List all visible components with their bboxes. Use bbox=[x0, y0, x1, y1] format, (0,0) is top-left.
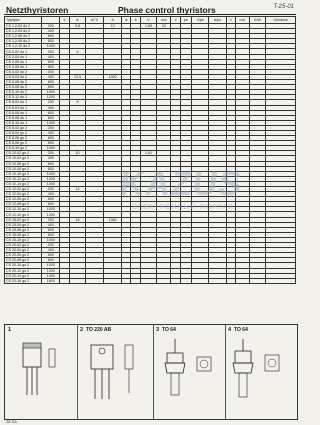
type-name-cell: CS 5-08 do 2 bbox=[5, 85, 42, 90]
value-cell: 400 bbox=[42, 222, 60, 227]
package-outlines bbox=[4, 324, 298, 420]
title-english: Phase control thyristors bbox=[118, 5, 216, 15]
value-cell bbox=[86, 278, 104, 283]
value-cell: 600 bbox=[42, 161, 60, 166]
value-cell: 400 bbox=[42, 248, 60, 253]
column-header: µs bbox=[180, 17, 192, 24]
type-name-cell: CS 10-10 go 2 bbox=[5, 171, 42, 176]
type-name-cell: CS 2-08 do 1 bbox=[5, 64, 42, 69]
type-name-cell: CS 12-06 go 2 bbox=[5, 197, 42, 202]
type-name-cell: CS 8-04 go 2 bbox=[5, 130, 42, 135]
value-cell: 600 bbox=[42, 253, 60, 258]
type-name-cell: CS 8-06 go 2 bbox=[5, 136, 42, 141]
type-name-cell: CS 20-04 go 2 bbox=[5, 248, 42, 253]
value-cell bbox=[180, 278, 192, 283]
type-name-cell: CS 1,2-02 do 2 bbox=[5, 24, 42, 29]
value-cell: 1000 bbox=[42, 263, 60, 268]
column-header: mA bbox=[157, 17, 171, 24]
value-cell bbox=[157, 278, 171, 283]
value-cell: 1,65 bbox=[140, 24, 157, 29]
value-cell: 200 bbox=[42, 187, 60, 192]
value-cell bbox=[235, 278, 249, 283]
value-cell: 400 bbox=[42, 156, 60, 161]
value-cell: 1000 bbox=[42, 237, 60, 242]
value-cell: 8 bbox=[69, 100, 86, 105]
value-cell: 1000 bbox=[42, 120, 60, 125]
value-cell: 15 bbox=[69, 217, 86, 222]
type-name-cell: CS 1,2-08 do 2 bbox=[5, 39, 42, 44]
value-cell: 12,5 bbox=[69, 74, 86, 79]
type-name-cell: CS 8-10 do 1 bbox=[5, 120, 42, 125]
column-header: A bbox=[103, 17, 121, 24]
column-header: Gehäuse bbox=[266, 17, 296, 24]
type-name-cell: CS 15-04 go 2 bbox=[5, 222, 42, 227]
value-cell: 200 bbox=[42, 151, 60, 156]
value-cell: 200 bbox=[42, 217, 60, 222]
package-3-drawing bbox=[153, 333, 225, 417]
header-rule bbox=[4, 14, 296, 15]
value-cell: 1200 bbox=[42, 212, 60, 217]
value-cell: 800 bbox=[42, 115, 60, 120]
value-cell bbox=[140, 278, 157, 283]
column-header: A bbox=[131, 17, 140, 24]
type-name-cell: CS 10-02 go 2 bbox=[5, 151, 42, 156]
package-4: 4 TO 64 bbox=[225, 325, 297, 419]
type-name-cell: CS 20-12 go 2 bbox=[5, 268, 42, 273]
value-cell: 200 bbox=[42, 69, 60, 74]
value-cell: 200 bbox=[42, 125, 60, 130]
value-cell: 200 bbox=[42, 100, 60, 105]
value-cell bbox=[122, 278, 131, 283]
value-cell: 1600 bbox=[42, 278, 60, 283]
value-cell: 600 bbox=[42, 197, 60, 202]
package-3: 3 TO 64 bbox=[153, 325, 226, 419]
type-name-cell: CS 5-02 do 2 bbox=[5, 69, 42, 74]
type-name-cell: CS 10-04 go 2 bbox=[5, 156, 42, 161]
type-name-cell: CS 12-04 go 2 bbox=[5, 192, 42, 197]
value-cell: 400 bbox=[42, 130, 60, 135]
value-cell bbox=[266, 278, 296, 283]
value-cell: 1000 bbox=[42, 207, 60, 212]
type-name-cell: CS 15-02 go 2 bbox=[5, 217, 42, 222]
page-number: 28 SA bbox=[6, 419, 17, 424]
type-name-cell: CS 8-02 go 2 bbox=[5, 125, 42, 130]
package-2: 2 TO 220 AB bbox=[77, 325, 154, 419]
value-cell: 6 bbox=[69, 49, 86, 54]
value-cell: 800 bbox=[42, 202, 60, 207]
type-name-cell: CS 1,2-04 do 2 bbox=[5, 29, 42, 34]
value-cell: 600 bbox=[42, 80, 60, 85]
value-cell bbox=[192, 278, 209, 283]
type-name-cell: CS 20-10 go 2 bbox=[5, 263, 42, 268]
value-cell: 200 bbox=[42, 49, 60, 54]
column-header: V bbox=[60, 17, 69, 24]
package-1-drawing bbox=[5, 333, 77, 417]
value-cell bbox=[226, 278, 235, 283]
value-cell bbox=[171, 278, 180, 283]
value-cell: 800 bbox=[42, 258, 60, 263]
type-name-cell: CS 10-08 go 2 bbox=[5, 166, 42, 171]
type-name-cell: CS 20-14 go 2 bbox=[5, 273, 42, 278]
value-cell: 0,8 bbox=[69, 24, 86, 29]
value-cell: 800 bbox=[42, 64, 60, 69]
type-name-cell: CS 20-16 go 2 bbox=[5, 278, 42, 283]
type-name-cell: CS 20-02 go 2 bbox=[5, 243, 42, 248]
column-header: K/W bbox=[249, 17, 265, 24]
type-name-cell: CS 5-06 do 2 bbox=[5, 80, 42, 85]
value-cell bbox=[103, 278, 121, 283]
value-cell: 800 bbox=[42, 39, 60, 44]
column-header bbox=[42, 17, 60, 24]
type-name-cell: CS 15-10 go 2 bbox=[5, 237, 42, 242]
column-header-row bbox=[5, 17, 296, 24]
column-header: Typ/type bbox=[5, 17, 42, 24]
value-cell: 400 bbox=[42, 54, 60, 59]
value-cell: 600 bbox=[42, 59, 60, 64]
value-cell: 10 bbox=[69, 151, 86, 156]
column-header: A/µs bbox=[209, 17, 226, 24]
type-name-cell: CS 20-06 go 2 bbox=[5, 253, 42, 258]
type-name-cell: CS 5-12 do 2 bbox=[5, 95, 42, 100]
type-name-cell: CS 15-08 go 2 bbox=[5, 232, 42, 237]
type-name-cell: CS 12-02 go 2 bbox=[5, 187, 42, 192]
value-cell: 600 bbox=[42, 227, 60, 232]
type-name-cell: CS 5-04 do 2 bbox=[5, 74, 42, 79]
column-header: mA bbox=[235, 17, 249, 24]
value-cell: 400 bbox=[42, 105, 60, 110]
value-cell: 1400 bbox=[42, 273, 60, 278]
type-name-cell: CS 20-08 go 2 bbox=[5, 258, 42, 263]
value-cell bbox=[131, 278, 140, 283]
reference-code: T-25-01 bbox=[273, 4, 294, 10]
value-cell: 10 bbox=[157, 24, 171, 29]
column-header: A bbox=[122, 17, 131, 24]
type-name-cell: CS 10-14 go 2 bbox=[5, 181, 42, 186]
value-cell: 400 bbox=[42, 192, 60, 197]
type-name-cell: CS 12-12 go 2 bbox=[5, 212, 42, 217]
value-cell: 800 bbox=[42, 232, 60, 237]
value-cell: 1350 bbox=[103, 217, 121, 222]
value-cell bbox=[69, 278, 86, 283]
column-header: V/µs bbox=[192, 17, 209, 24]
value-cell: 200 bbox=[42, 24, 60, 29]
package-4-drawing bbox=[225, 333, 297, 417]
value-cell: 600 bbox=[42, 136, 60, 141]
value-cell: 1200 bbox=[42, 268, 60, 273]
value-cell bbox=[249, 278, 265, 283]
value-cell: 1000 bbox=[103, 74, 121, 79]
value-cell: 400 bbox=[42, 29, 60, 34]
value-cell: 1400 bbox=[42, 181, 60, 186]
value-cell: 1000 bbox=[42, 171, 60, 176]
value-cell: 1000 bbox=[42, 90, 60, 95]
type-name-cell: CS 8-10 go 2 bbox=[5, 146, 42, 151]
thyristor-table bbox=[4, 16, 296, 284]
column-header: A/°C bbox=[86, 17, 104, 24]
value-cell: 400 bbox=[42, 74, 60, 79]
column-header: V bbox=[140, 17, 157, 24]
table-row bbox=[5, 278, 296, 283]
table-body bbox=[5, 24, 296, 284]
value-cell: 10 bbox=[103, 24, 121, 29]
value-cell: 600 bbox=[42, 110, 60, 115]
type-name-cell: CS 12-08 go 2 bbox=[5, 202, 42, 207]
type-name-cell: CS 2-04 do 1 bbox=[5, 54, 42, 59]
package-1: 1 bbox=[5, 325, 78, 419]
column-header: V bbox=[171, 17, 180, 24]
value-cell: 600 bbox=[42, 34, 60, 39]
type-name-cell: CS 5-10 do 2 bbox=[5, 90, 42, 95]
type-name-cell: CS 1,2-06 do 2 bbox=[5, 34, 42, 39]
type-name-cell: CS 8-08 do 1 bbox=[5, 115, 42, 120]
value-cell: 1000 bbox=[42, 146, 60, 151]
column-header: A bbox=[69, 17, 86, 24]
value-cell: 1,51 bbox=[140, 151, 157, 156]
value-cell bbox=[60, 278, 69, 283]
value-cell: 800 bbox=[42, 141, 60, 146]
type-name-cell: CS 1,2-10 do 2 bbox=[5, 44, 42, 49]
column-header: V bbox=[226, 17, 235, 24]
watermark-subtitle: ЭЛЕКТРОННЫЙ ПОРТАЛ bbox=[132, 204, 234, 211]
value-cell: 800 bbox=[42, 85, 60, 90]
type-name-cell: CS 8-08 go 2 bbox=[5, 141, 42, 146]
value-cell: 12 bbox=[69, 187, 86, 192]
type-name-cell: CS 2-02 do 1 bbox=[5, 49, 42, 54]
watermark-logo: KAZUS bbox=[117, 165, 245, 203]
type-name-cell: CS 8-04 do 1 bbox=[5, 105, 42, 110]
type-name-cell: CS 10-06 go 2 bbox=[5, 161, 42, 166]
value-cell: 1200 bbox=[42, 176, 60, 181]
type-name-cell: CS 10-12 go 2 bbox=[5, 176, 42, 181]
value-cell: 1200 bbox=[42, 95, 60, 100]
type-name-cell: CS 8-02 do 1 bbox=[5, 100, 42, 105]
title-german: Netzthyristoren bbox=[6, 5, 69, 15]
value-cell: 800 bbox=[42, 166, 60, 171]
type-name-cell: CS 2-06 do 1 bbox=[5, 59, 42, 64]
value-cell: 1000 bbox=[42, 44, 60, 49]
type-name-cell: CS 8-06 do 1 bbox=[5, 110, 42, 115]
type-name-cell: CS 15-06 go 2 bbox=[5, 227, 42, 232]
package-2-drawing bbox=[77, 333, 153, 417]
value-cell: 200 bbox=[42, 243, 60, 248]
type-name-cell: CS 12-10 go 2 bbox=[5, 207, 42, 212]
value-cell bbox=[209, 278, 226, 283]
